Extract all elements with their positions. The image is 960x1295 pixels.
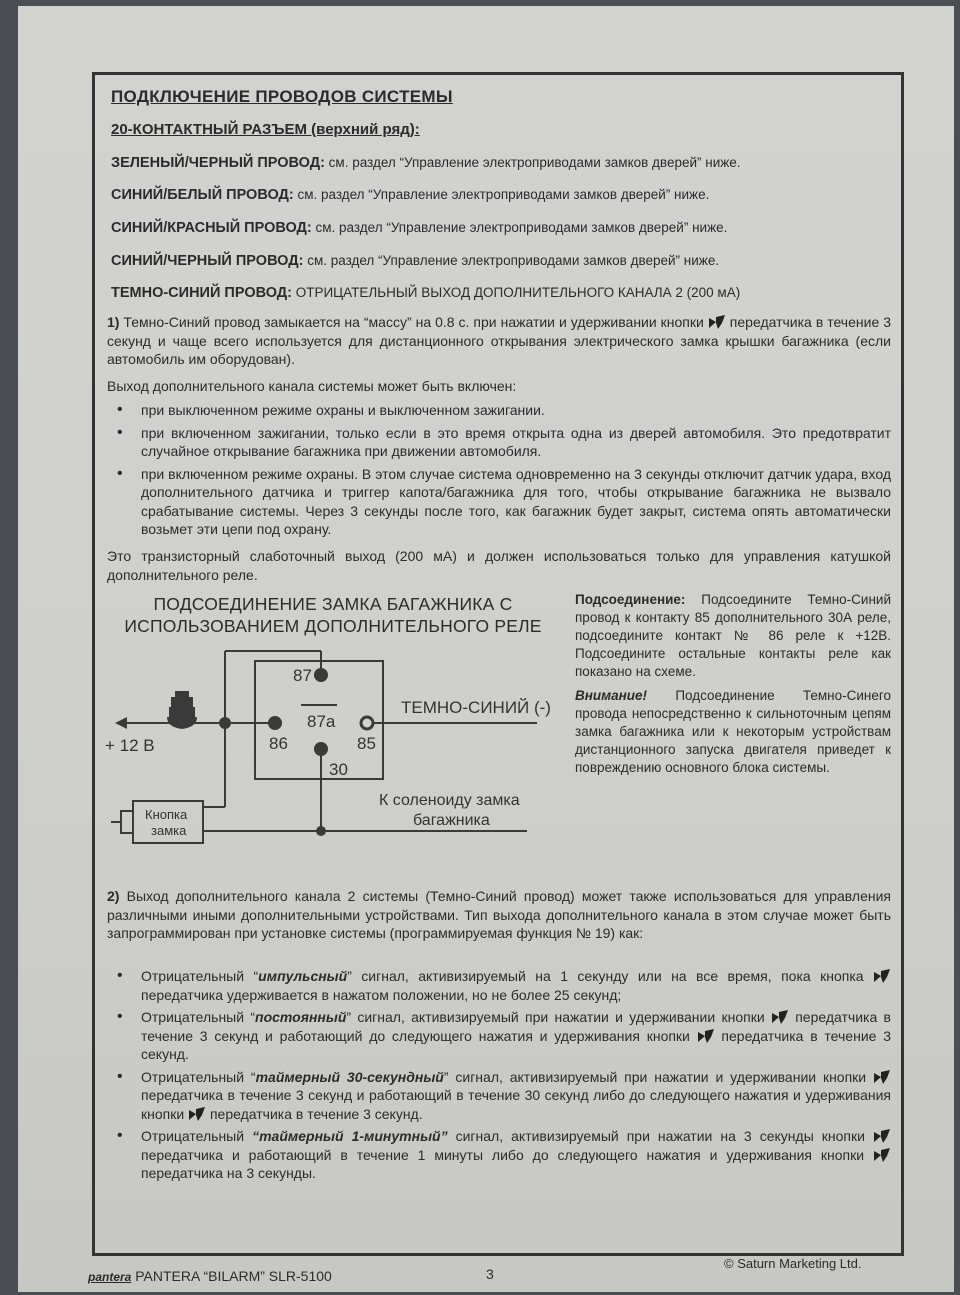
item-text: Отрицательный [141, 1128, 253, 1144]
connection-label: Подсоединение: [575, 592, 686, 607]
item-text: ” сигнал, активизируемый при нажатии и удерживании кнопки [443, 1068, 873, 1085]
transmitter-button-icon [873, 1147, 891, 1163]
transmitter-button-icon [873, 1128, 891, 1144]
wire-desc: см. раздел “Управление электроприводами замков дверей” ниже. [311, 220, 728, 235]
wire-line-green-black [111, 155, 741, 171]
relay-wiring-diagram [95, 645, 565, 855]
warning-text: Подсоединение Темно-Синего провода непосредственно к сильноточным цепям замка багажника или к некоторым устройствам дистанционного запуска двигателя приведет к повреждению основного блока системы. [575, 688, 891, 775]
pin-87a-label: 87a [307, 712, 336, 731]
wire-line-blue-black [111, 253, 719, 269]
fuse-icon [167, 691, 197, 729]
page-title: ПОДКЛЮЧЕНИЕ ПРОВОДОВ СИСТЕМЫ [111, 87, 453, 106]
item-emphasis: таймерный 30-секундный [255, 1068, 444, 1085]
relay-pin-86 [268, 716, 282, 730]
section-subtitle: 20-КОНТАКТНЫЙ РАЗЪЕМ (верхний ряд): [111, 121, 420, 138]
wire-line-dark-blue [111, 285, 740, 301]
wire-name: СИНИЙ/БЕЛЫЙ ПРОВОД: [111, 187, 294, 203]
diagram-title [113, 593, 553, 637]
list-item [107, 1068, 891, 1124]
manual-page [18, 6, 954, 1292]
footer-model: PANTERA “BILARM” SLR-5100 [135, 1268, 332, 1284]
wire-line-blue-white [111, 187, 709, 203]
relay-pin-30 [314, 742, 328, 756]
item-text: Отрицательный “ [141, 1009, 256, 1025]
section1-text-a: Темно-Синий провод замыкается на “массу” на 0.8 с. при нажатии и удерживании кнопки [119, 314, 708, 330]
content-frame [92, 72, 904, 1256]
wire-name: СИНИЙ/КРАСНЫЙ ПРОВОД: [111, 220, 312, 236]
wire-desc: см. раздел “Управление электроприводами замков дверей” ниже. [293, 187, 710, 202]
section2-bullet-list [107, 967, 891, 1187]
power-label: + 12 В [105, 736, 155, 755]
pin-85-label: 85 [357, 734, 376, 753]
button-label: замка [151, 823, 187, 838]
item-text: ” сигнал, активизируемый на 1 секунду или на все время, пока кнопка [347, 968, 873, 984]
junction-dot [316, 826, 326, 836]
pin-86-label: 86 [269, 734, 288, 753]
item-text: передатчика в течение 3 секунд. [206, 1105, 423, 1122]
connection-note [575, 591, 891, 681]
button-label: Кнопка [145, 807, 188, 822]
wire-desc: см. раздел “Управление электроприводами замков дверей” ниже. [303, 253, 720, 268]
item-text: Отрицательный “ [141, 1068, 256, 1085]
solenoid-label: багажника [413, 812, 490, 829]
section1-paragraph [107, 313, 891, 369]
list-item [107, 1008, 891, 1064]
pin-30-label: 30 [329, 760, 348, 779]
item-emphasis: постоянный [255, 1009, 347, 1025]
item-text: передатчика на 3 секунды. [141, 1165, 316, 1181]
relay-pin-85 [361, 717, 373, 729]
wire-line-blue-red [111, 220, 727, 236]
section1-number: 1) [107, 314, 120, 330]
section1-intro: Выход дополнительного канала системы может быть включен: [107, 378, 517, 394]
item-text: передатчика и работающий в течение 1 минуты либо до следующего нажатия и удерживания кнопки [141, 1146, 873, 1163]
relay-pin-87 [314, 668, 328, 682]
lock-button-plunger [121, 811, 133, 833]
list-item [107, 1127, 891, 1183]
wire-name: СИНИЙ/ЧЕРНЫЙ ПРОВОД: [111, 253, 304, 269]
section1-text-b: передатчика в течение 3 секунд и чаще всего используется для дистанционного открывания электрического замка крышки багажника (если автомобиль им оборудован). [107, 314, 891, 367]
transmitter-button-icon [771, 1009, 789, 1025]
footer-brand [88, 1268, 332, 1284]
list-item: • при включенном режиме охраны. В этом случае система одновременно на 3 секунды отключит датчик удара, вход дополнительного датчика и триггер капота/багажника для того, чтобы открывание багажника не вызвало срабатывание системы. Через 3 секунды после того, как багажник будет закрыт, система опять автоматически возьмет эти цепи под охрану. [107, 465, 891, 539]
item-text: передатчика удерживается в нажатом положении, но не более 25 секунд; [141, 986, 622, 1003]
pin-87-label: 87 [293, 666, 312, 685]
diagram-title-line: ИСПОЛЬЗОВАНИЕМ ДОПОЛНИТЕЛЬНОГО РЕЛЕ [124, 616, 542, 636]
section1-bullet-list [107, 401, 891, 543]
item-emphasis: “таймерный 1-минутный” [252, 1128, 448, 1144]
page-number: 3 [486, 1266, 494, 1282]
warning-note [575, 687, 891, 777]
dark-blue-wire-label: ТЕМНО-СИНИЙ (-) [401, 698, 551, 717]
transmitter-button-icon [873, 968, 891, 984]
connection-text: Подсоедините Темно-Синий провод к контакту 85 дополнительного 30А реле, подсоедините контакт № 86 реле к +12В. Подсоедините остальные контакты реле как показано на схеме. [575, 592, 891, 679]
transmitter-button-icon [873, 1069, 891, 1085]
wire-name: ЗЕЛЕНЫЙ/ЧЕРНЫЙ ПРОВОД: [111, 155, 325, 171]
diagram-title-line: ПОДСОЕДИНЕНИЕ ЗАМКА БАГАЖНИКА С [153, 594, 513, 614]
pantera-logo: pantera [88, 1270, 132, 1284]
item-text: сигнал, активизируемый при нажатии на 3 секунды кнопки [447, 1128, 873, 1144]
item-emphasis: импульсный [258, 968, 348, 984]
wire-desc: ОТРИЦАТЕЛЬНЫЙ ВЫХОД ДОПОЛНИТЕЛЬНОГО КАНАЛА 2 (200 мА) [291, 285, 741, 300]
item-text: Отрицательный “ [141, 968, 259, 984]
junction-dot [219, 717, 231, 729]
list-item [107, 967, 891, 1004]
transmitter-button-icon [697, 1028, 715, 1044]
wire-name: ТЕМНО-СИНИЙ ПРОВОД: [111, 285, 292, 301]
transmitter-button-icon [188, 1106, 206, 1122]
transmitter-button-icon [708, 314, 726, 330]
section1-note: Это транзисторный слаботочный выход (200 мА) и должен использоваться только для управления катушкой дополнительного реле. [107, 548, 891, 583]
section2-intro: Выход дополнительного канала 2 системы (Темно-Синий провод) может также использоваться для управления различными иными дополнительными устройствами. Тип выхода дополнительного канала в этом случае может быть запрограммирован при установке системы (программируемая функция № 19) как: [107, 888, 891, 941]
section2-number: 2) [107, 888, 120, 904]
list-item: • при включенном зажигании, только если в это время открыта одна из дверей автомобиля. Это предотвратит случайное открывание багажника при движении автомобиля. [107, 424, 891, 461]
arrow-left-icon [115, 717, 127, 729]
item-text: передатчика в течение 3 секунд и работающий в течение 30 секунд либо до следующего нажатия и удерживания кнопки [141, 1087, 891, 1122]
footer-copyright: © Saturn Marketing Ltd. [724, 1256, 862, 1271]
warning-label: Внимание! [575, 688, 648, 703]
item-text: передатчика в течение 3 секунд. [141, 1027, 891, 1062]
wire-desc: см. раздел “Управление электроприводами замков дверей” ниже. [324, 155, 741, 170]
item-text: передатчика в течение 3 секунд и работающий до следующего нажатия и удерживания кнопки [141, 1009, 891, 1044]
list-item: • при выключенном режиме охраны и выключенном зажигании. [107, 401, 891, 420]
item-text: ” сигнал, активизируемый при нажатии и удерживании кнопки [346, 1009, 771, 1025]
solenoid-label: К соленоиду замка [379, 792, 520, 809]
section2-paragraph [107, 887, 891, 943]
